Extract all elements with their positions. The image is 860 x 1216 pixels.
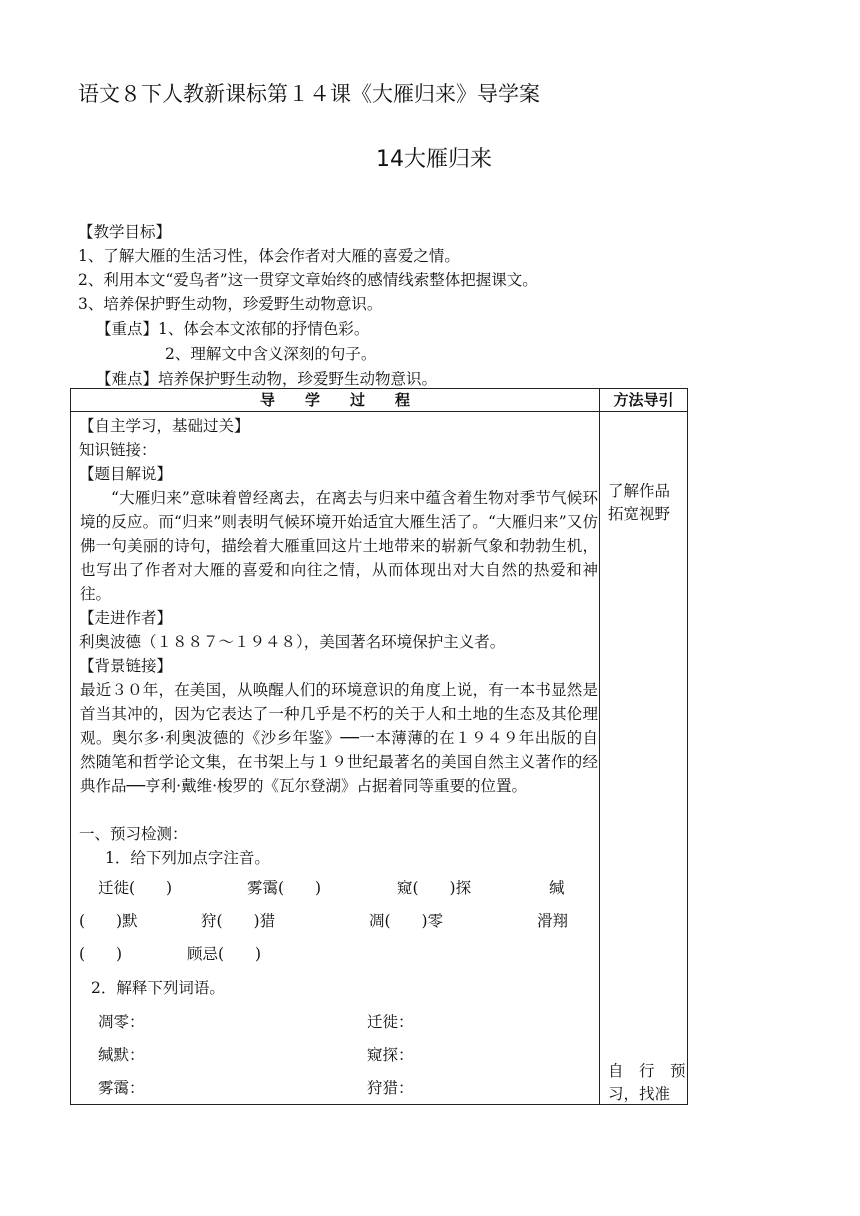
author-heading: 【走进作者】 bbox=[79, 609, 173, 627]
objective-item: 1、了解大雁的生活习性，体会作者对大雁的喜爱之情。 bbox=[78, 247, 460, 265]
question-1: 1．给下列加点字注音。 bbox=[105, 849, 270, 867]
title-explain-text: “大雁归来”意味着曾经离去，在离去与归来中蕴含着生物对季节气候环境的反应。而“归来”则表明气候环境开始适宜大雁生活了。“大雁归来”又仿佛一句美丽的诗句，描绘着大雁重回这片土地带来的崭新气象和勃勃生机，也写出了作者对大雁的喜爱和向往之情，从而体现出对大自然的热爱和神往。 bbox=[80, 489, 598, 603]
difficulty-point: 【难点】培养保护野生动物，珍爱野生动物意识。 bbox=[96, 370, 438, 388]
author-text: 利奥波德（１８８７～１９４８），美国著名环境保护主义者。 bbox=[79, 633, 506, 651]
objectives-heading: 【教学目标】 bbox=[78, 223, 172, 241]
pinyin-item: 狩( )猎 bbox=[201, 912, 276, 930]
key-points-1: 【重点】1、体会本文浓郁的抒情色彩。 bbox=[96, 320, 370, 338]
background-heading: 【背景链接】 bbox=[79, 657, 173, 675]
pinyin-item: 顾忌( ) bbox=[187, 945, 262, 963]
method-note: 习，找准 bbox=[608, 1085, 671, 1103]
pinyin-item: 凋( )零 bbox=[369, 912, 444, 930]
lesson-title: 14大雁归来 bbox=[376, 147, 492, 172]
vocab-item: 窥探： bbox=[367, 1046, 414, 1064]
pinyin-item: 雾霭( ) bbox=[247, 879, 322, 897]
pinyin-item: 缄 bbox=[549, 879, 565, 897]
vocab-item: 狩猎： bbox=[367, 1079, 414, 1097]
pinyin-item: 滑翔 bbox=[537, 912, 569, 930]
pinyin-item: ( )默 bbox=[79, 912, 138, 930]
background-text: 最近３０年，在美国，从唤醒人们的环境意识的角度上说，有一本书显然是首当其冲的，因为它表达了一种几乎是不朽的关于人和土地的生态及其伦理观。奥尔多·利奥波德的《沙乡年鉴》──一本薄薄的在１９４９年出版的自然随笔和哲学论文集，在书架上与１９世纪最著名的美国自然主义著作的经典作品──亨利·戴维·梭罗的《瓦尔登湖》占据着同等重要的位置。 bbox=[80, 681, 598, 795]
vocab-item: 缄默： bbox=[98, 1046, 145, 1064]
method-column-header: 方法导引 bbox=[600, 389, 688, 412]
objective-item: 3、培养保护野生动物，珍爱野生动物意识。 bbox=[78, 295, 383, 313]
vocab-item: 迁徙： bbox=[367, 1013, 414, 1031]
pinyin-item: ( ) bbox=[79, 945, 123, 963]
title-explain-heading: 【题目解说】 bbox=[79, 465, 173, 483]
method-note: 了解作品 bbox=[608, 482, 671, 500]
key-points-2: 2、理解文中含义深刻的句子。 bbox=[165, 345, 377, 363]
method-cell bbox=[600, 412, 687, 1104]
preview-heading: 一、预习检测： bbox=[79, 825, 188, 843]
pinyin-item: 窥( )探 bbox=[397, 879, 472, 897]
process-column-header: 导 学 过 程 bbox=[71, 389, 600, 412]
process-cell bbox=[71, 412, 599, 1104]
study-guide-table bbox=[70, 388, 688, 1105]
knowledge-link-label: 知识链接： bbox=[79, 441, 157, 459]
document-header: 语文８下人教新课标第１４课《大雁归来》导学案 bbox=[78, 82, 540, 106]
method-note: 自 行 预 bbox=[608, 1062, 686, 1080]
self-study-heading: 【自主学习，基础过关】 bbox=[79, 417, 250, 435]
vocab-item: 凋零： bbox=[98, 1013, 145, 1031]
method-note: 拓宽视野 bbox=[608, 505, 671, 523]
pinyin-item: 迁徙( ) bbox=[98, 879, 173, 897]
objective-item: 2、利用本文“爱鸟者”这一贯穿文章始终的感情线索整体把握课文。 bbox=[78, 271, 538, 289]
question-2: 2．解释下列词语。 bbox=[91, 979, 225, 997]
vocab-item: 雾霭： bbox=[98, 1079, 145, 1097]
